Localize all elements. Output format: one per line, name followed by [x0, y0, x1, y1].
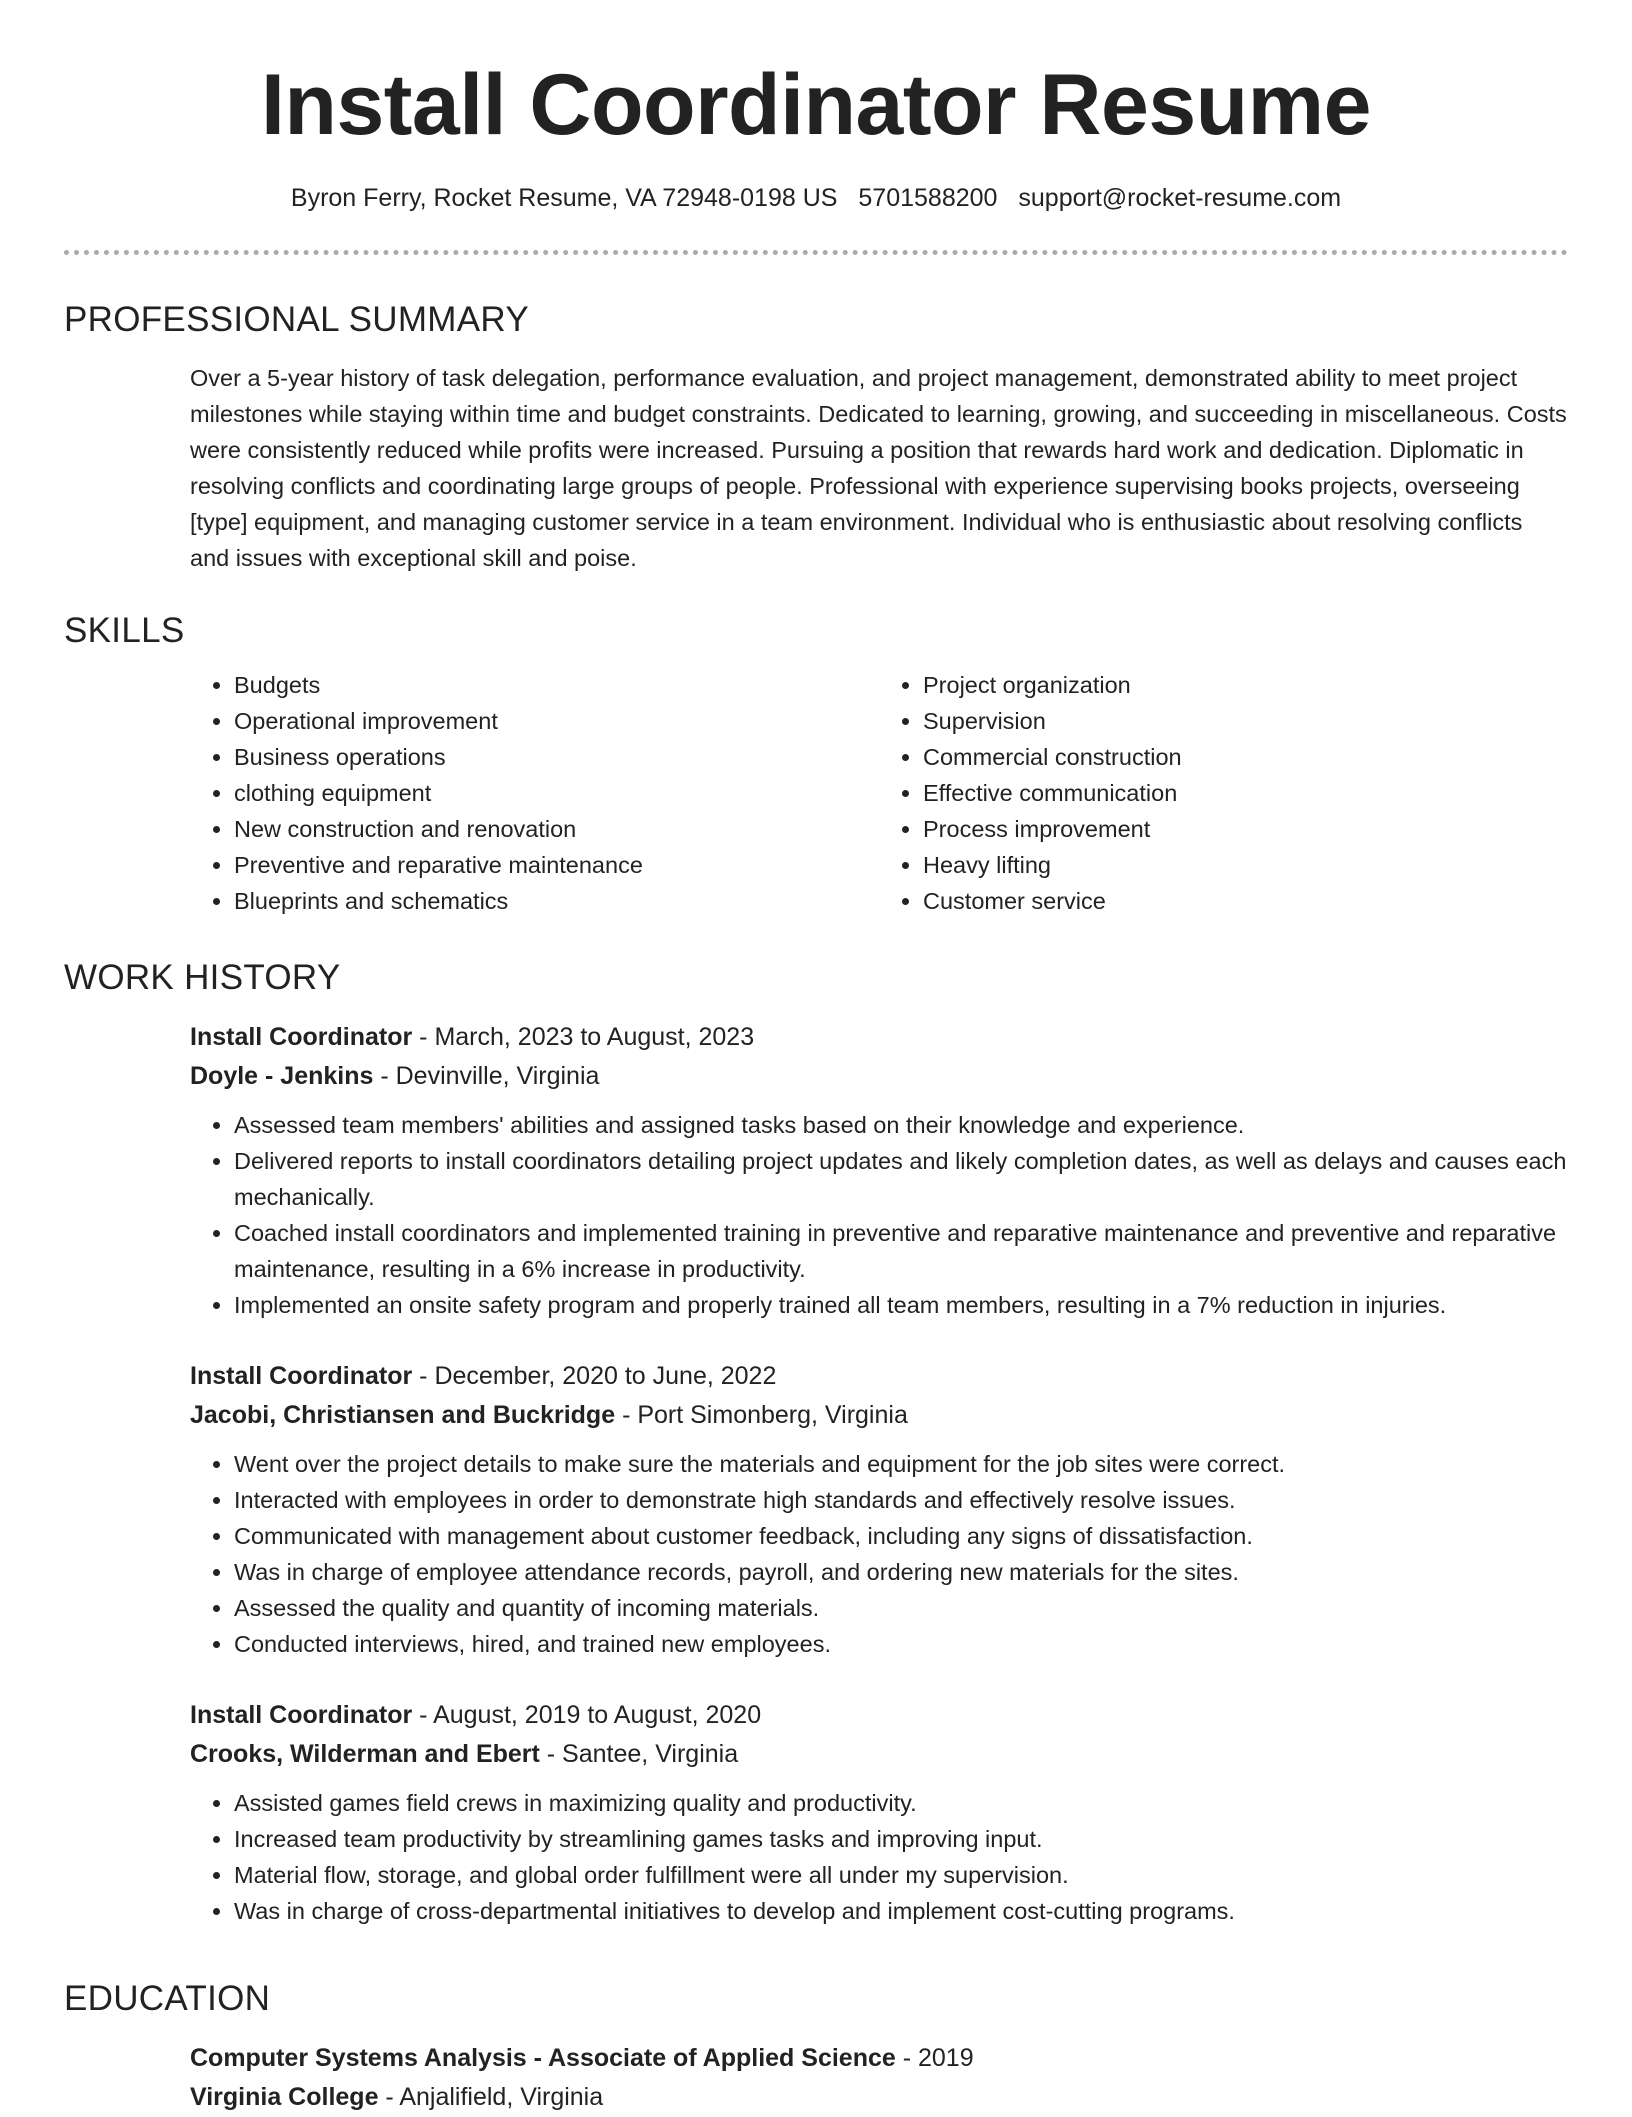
job-company: Jacobi, Christiansen and Buckridge [190, 1401, 616, 1429]
skill-item: • Blueprints and schematics [234, 883, 879, 919]
skill-item: • Customer service [923, 883, 1568, 919]
skills-columns [190, 667, 1568, 919]
skill-item: • Budgets [234, 667, 879, 703]
job-title-line [190, 1696, 1568, 1735]
job-bullet: • Material flow, storage, and global order fulfillment were all under my supervision. [234, 1857, 1568, 1893]
skill-item: • Effective communication [923, 775, 1568, 811]
skills-section [64, 606, 1568, 919]
job-company: Crooks, Wilderman and Ebert [190, 1740, 540, 1768]
job-title-line [190, 1357, 1568, 1396]
contact-line [0, 178, 1632, 218]
job-bullets [190, 1785, 1568, 1929]
education-heading: EDUCATION [64, 1979, 271, 2018]
job-bullet: • Was in charge of employee attendance records, payroll, and ordering new materials for the sites. [234, 1554, 1568, 1590]
summary-section [64, 295, 1568, 576]
summary-text: Over a 5-year history of task delegation, performance evaluation, and project management, demonstrated ability to meet project milestones while staying within time and budget constraints. Dedicated to learning, growing, and succeeding in miscellaneous. Costs were consistently reduced while profits were increased. Pursuing a position that rewards hard work and dedication. Diplomatic in resolving conflicts and coordinating large groups of people. Professional with experience supervising books projects, overseeing [type] equipment, and managing customer service in a team environment. Individual who is enthusiastic about resolving conflicts and issues with exceptional skill and poise. [190, 365, 1567, 571]
job-company-line [190, 1057, 1568, 1096]
job-title: Install Coordinator [190, 1023, 413, 1051]
job-bullet: • Delivered reports to install coordinators detailing project updates and likely completion dates, as well as delays and causes each mechanically. [234, 1143, 1568, 1215]
degree-line [190, 2039, 1568, 2078]
job-bullet: • Assisted games field crews in maximizing quality and productivity. [234, 1785, 1568, 1821]
contact-email: support@rocket-resume.com [1018, 184, 1342, 212]
job-bullet: • Was in charge of cross-departmental initiatives to develop and implement cost-cutting programs. [234, 1893, 1568, 1929]
job-bullet: • Conducted interviews, hired, and trained new employees. [234, 1626, 1568, 1662]
job-entry [190, 1357, 1568, 1662]
skills-list-left [190, 667, 879, 919]
job-bullet: • Assessed the quality and quantity of incoming materials. [234, 1590, 1568, 1626]
school-location: - Anjalifield, Virginia [378, 2083, 604, 2111]
resume-title: Install Coordinator Resume [261, 57, 1371, 153]
job-bullet: • Assessed team members' abilities and assigned tasks based on their knowledge and experience. [234, 1107, 1568, 1143]
job-location: - Santee, Virginia [539, 1740, 739, 1768]
school-line [190, 2078, 1568, 2117]
job-bullets [190, 1446, 1568, 1662]
job-bullet: • Communicated with management about customer feedback, including any signs of dissatisfaction. [234, 1518, 1568, 1554]
work-history-section [64, 953, 1568, 1929]
skill-item: • Commercial construction [923, 739, 1568, 775]
job-dates: - August, 2019 to August, 2020 [412, 1701, 762, 1729]
school: Virginia College [190, 2083, 379, 2111]
skill-item: • Supervision [923, 703, 1568, 739]
job-entry [190, 1018, 1568, 1323]
job-entry [190, 1696, 1568, 1929]
skill-item: • Operational improvement [234, 703, 879, 739]
job-company: Doyle - Jenkins [190, 1062, 374, 1090]
skill-item: • Preventive and reparative maintenance [234, 847, 879, 883]
degree-year: - 2019 [895, 2044, 974, 2072]
education-entry [190, 2039, 1568, 2117]
degree: Computer Systems Analysis - Associate of Applied Science [190, 2044, 896, 2072]
job-title: Install Coordinator [190, 1362, 413, 1390]
work-history-heading: WORK HISTORY [64, 958, 341, 997]
job-dates: - March, 2023 to August, 2023 [412, 1023, 755, 1051]
header-divider [64, 250, 1568, 255]
job-bullet: • Implemented an onsite safety program and properly trained all team members, resulting in a 7% reduction in injuries. [234, 1287, 1568, 1323]
job-dates: - December, 2020 to June, 2022 [412, 1362, 777, 1390]
job-bullets [190, 1107, 1568, 1323]
job-location: - Port Simonberg, Virginia [615, 1401, 908, 1429]
contact-address: Byron Ferry, Rocket Resume, VA 72948-0198 US [290, 184, 838, 212]
skill-item: • Business operations [234, 739, 879, 775]
job-title-line [190, 1018, 1568, 1057]
job-title: Install Coordinator [190, 1701, 413, 1729]
education-section [64, 1974, 1568, 2117]
job-bullet: • Went over the project details to make sure the materials and equipment for the job sites were correct. [234, 1446, 1568, 1482]
skills-heading: SKILLS [64, 611, 185, 650]
job-bullet: • Increased team productivity by streamlining games tasks and improving input. [234, 1821, 1568, 1857]
job-company-line [190, 1735, 1568, 1774]
job-location: - Devinville, Virginia [373, 1062, 600, 1090]
job-bullet: • Coached install coordinators and implemented training in preventive and reparative maintenance and preventive and reparative maintenance, resulting in a 6% increase in productivity. [234, 1215, 1568, 1287]
skill-item: • Project organization [923, 667, 1568, 703]
skill-item: • New construction and renovation [234, 811, 879, 847]
contact-phone: 5701588200 [858, 184, 998, 212]
skill-item: • clothing equipment [234, 775, 879, 811]
skill-item: • Process improvement [923, 811, 1568, 847]
job-company-line [190, 1396, 1568, 1435]
skill-item: • Heavy lifting [923, 847, 1568, 883]
job-bullet: • Interacted with employees in order to demonstrate high standards and effectively resolve issues. [234, 1482, 1568, 1518]
skills-list-right [879, 667, 1568, 919]
summary-heading: PROFESSIONAL SUMMARY [64, 300, 529, 339]
